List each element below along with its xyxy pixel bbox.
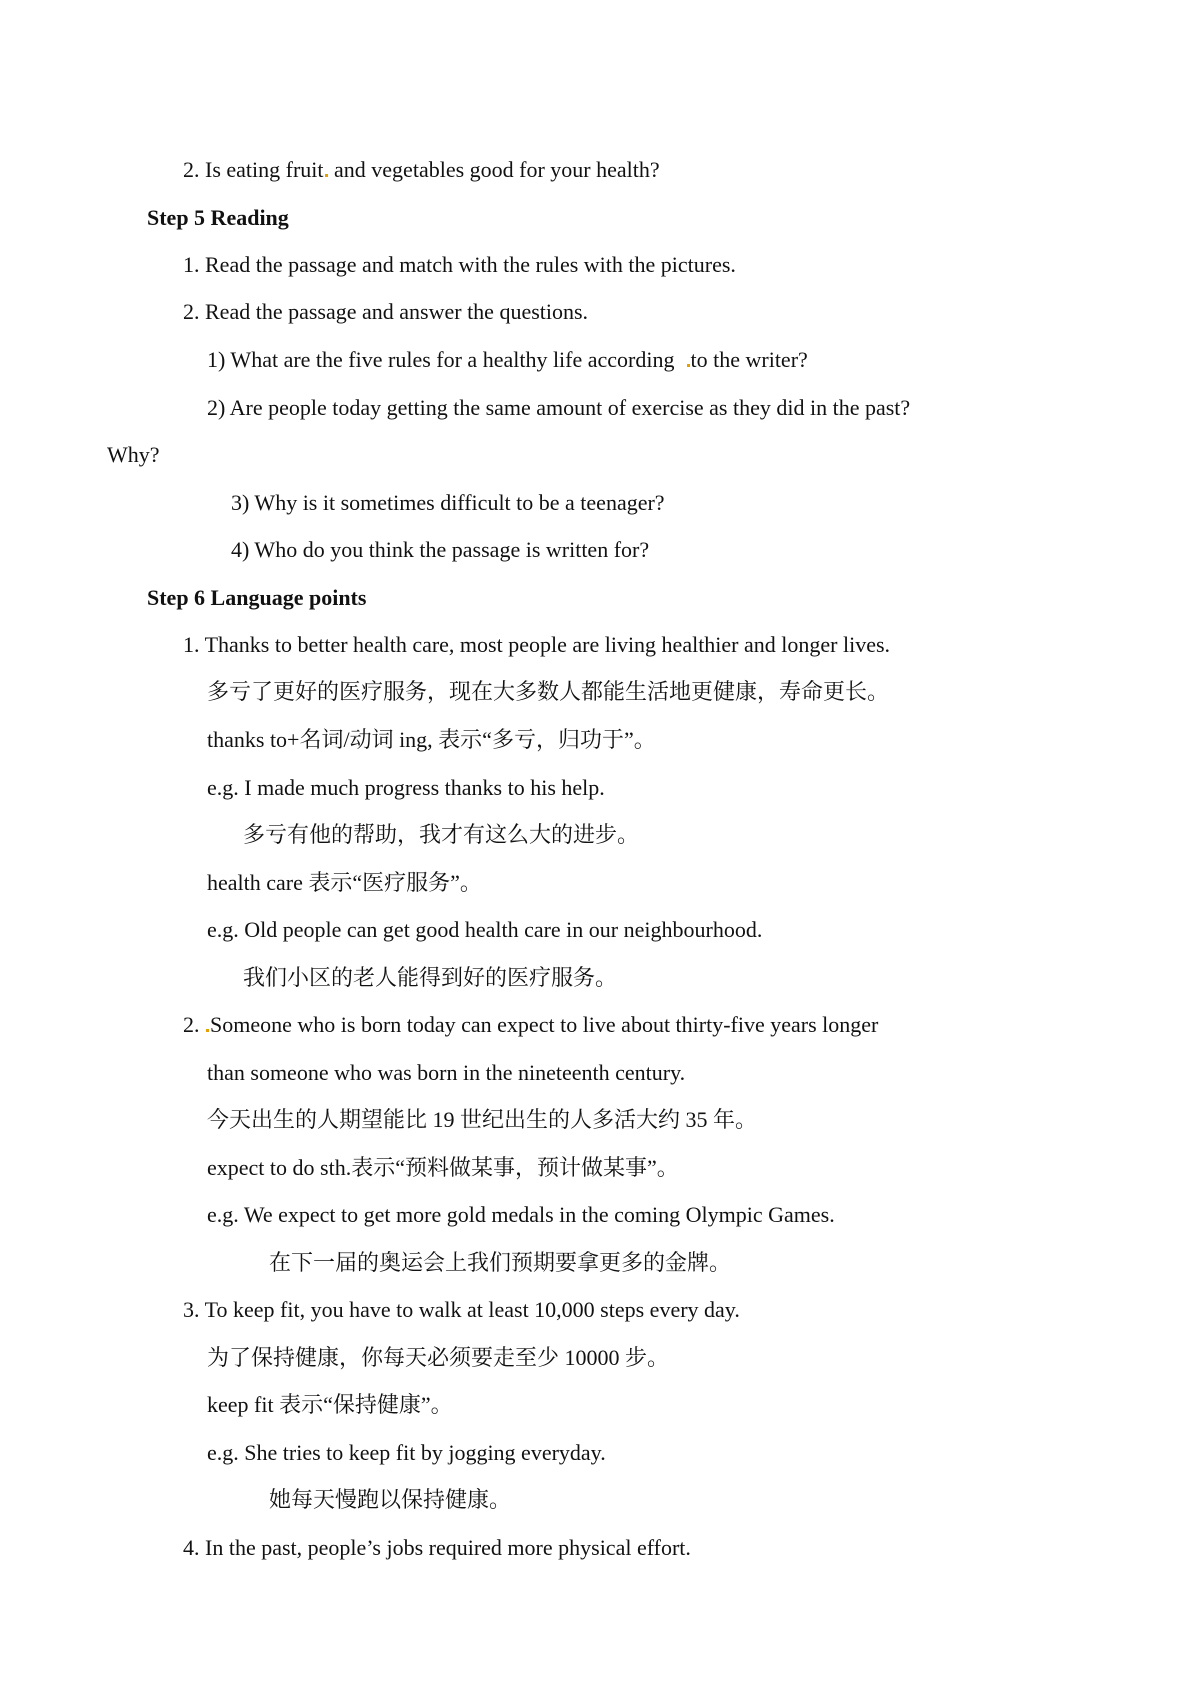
- point-1-translation: 多亏了更好的医疗服务，现在大多数人都能生活地更健康，寿命更长。: [207, 679, 890, 704]
- point-1-sentence: 1. Thanks to better health care, most people are living healthier and longer lives.: [183, 632, 891, 657]
- point-3-example: e.g. She tries to keep fit by jogging everyday.: [207, 1440, 606, 1465]
- step-5-question-1: [207, 345, 808, 375]
- point-3-example-translation: 她每天慢跑以保持健康。: [269, 1487, 512, 1512]
- point-1-note-2: health care 表示“医疗服务”。: [207, 870, 482, 895]
- point-2-example: e.g. We expect to get more gold medals in the coming Olympic Games.: [207, 1202, 835, 1227]
- step-6-heading: Step 6 Language points: [147, 585, 367, 610]
- point-3-note: keep fit 表示“保持健康”。: [207, 1392, 453, 1417]
- point-number: 2.: [183, 1012, 200, 1037]
- point-1-example-2: e.g. Old people can get good health care in our neighbourhood.: [207, 917, 763, 942]
- point-1-example-2-translation: 我们小区的老人能得到好的医疗服务。: [243, 965, 618, 990]
- question-text-tail: and vegetables good for your health?: [328, 157, 660, 182]
- step-5-question-2: 2) Are people today getting the same amount of exercise as they did in the past?: [207, 395, 911, 420]
- step-5-question-3: 3) Why is it sometimes difficult to be a teenager?: [231, 490, 665, 515]
- point-2-sentence-wrap: than someone who was born in the nineteenth century.: [207, 1060, 686, 1085]
- question-text-tail: to the writer?: [690, 347, 808, 372]
- point-1-note-1: thanks to+名词/动词 ing, 表示“多亏，归功于”。: [207, 727, 656, 752]
- point-4-sentence: 4. In the past, people’s jobs required more physical effort.: [183, 1535, 691, 1560]
- point-2-example-translation: 在下一届的奥运会上我们预期要拿更多的金牌。: [269, 1250, 732, 1275]
- step-5-item-2: 2. Read the passage and answer the questions.: [183, 299, 589, 324]
- point-1-example-1-translation: 多亏有他的帮助，我才有这么大的进步。: [243, 822, 640, 847]
- reading-question-2: [183, 155, 660, 185]
- edit-mark-icon: [206, 1029, 209, 1032]
- point-3-sentence: 3. To keep fit, you have to walk at least 10,000 steps every day.: [183, 1297, 740, 1322]
- point-2-translation: 今天出生的人期望能比 19 世纪出生的人多活大约 35 年。: [207, 1107, 758, 1132]
- step-5-question-4: 4) Who do you think the passage is written for?: [231, 537, 650, 562]
- point-1-example-1: e.g. I made much progress thanks to his help.: [207, 775, 605, 800]
- question-text: 2. Is eating fruit: [183, 157, 324, 182]
- point-2-sentence: [183, 1010, 878, 1040]
- point-2-note: expect to do sth.表示“预料做某事，预计做某事”。: [207, 1155, 679, 1180]
- point-text: Someone who is born today can expect to live about thirty-five years longer: [210, 1012, 879, 1037]
- edit-mark-icon: [325, 174, 328, 177]
- step-5-heading: Step 5 Reading: [147, 205, 289, 230]
- point-3-translation: 为了保持健康，你每天必须要走至少 10000 步。: [207, 1345, 670, 1370]
- question-text: 1) What are the five rules for a healthy life according: [207, 347, 675, 372]
- edit-mark-icon: [687, 364, 690, 367]
- step-5-item-1: 1. Read the passage and match with the rules with the pictures.: [183, 252, 736, 277]
- step-5-question-2-wrap: Why?: [107, 442, 160, 467]
